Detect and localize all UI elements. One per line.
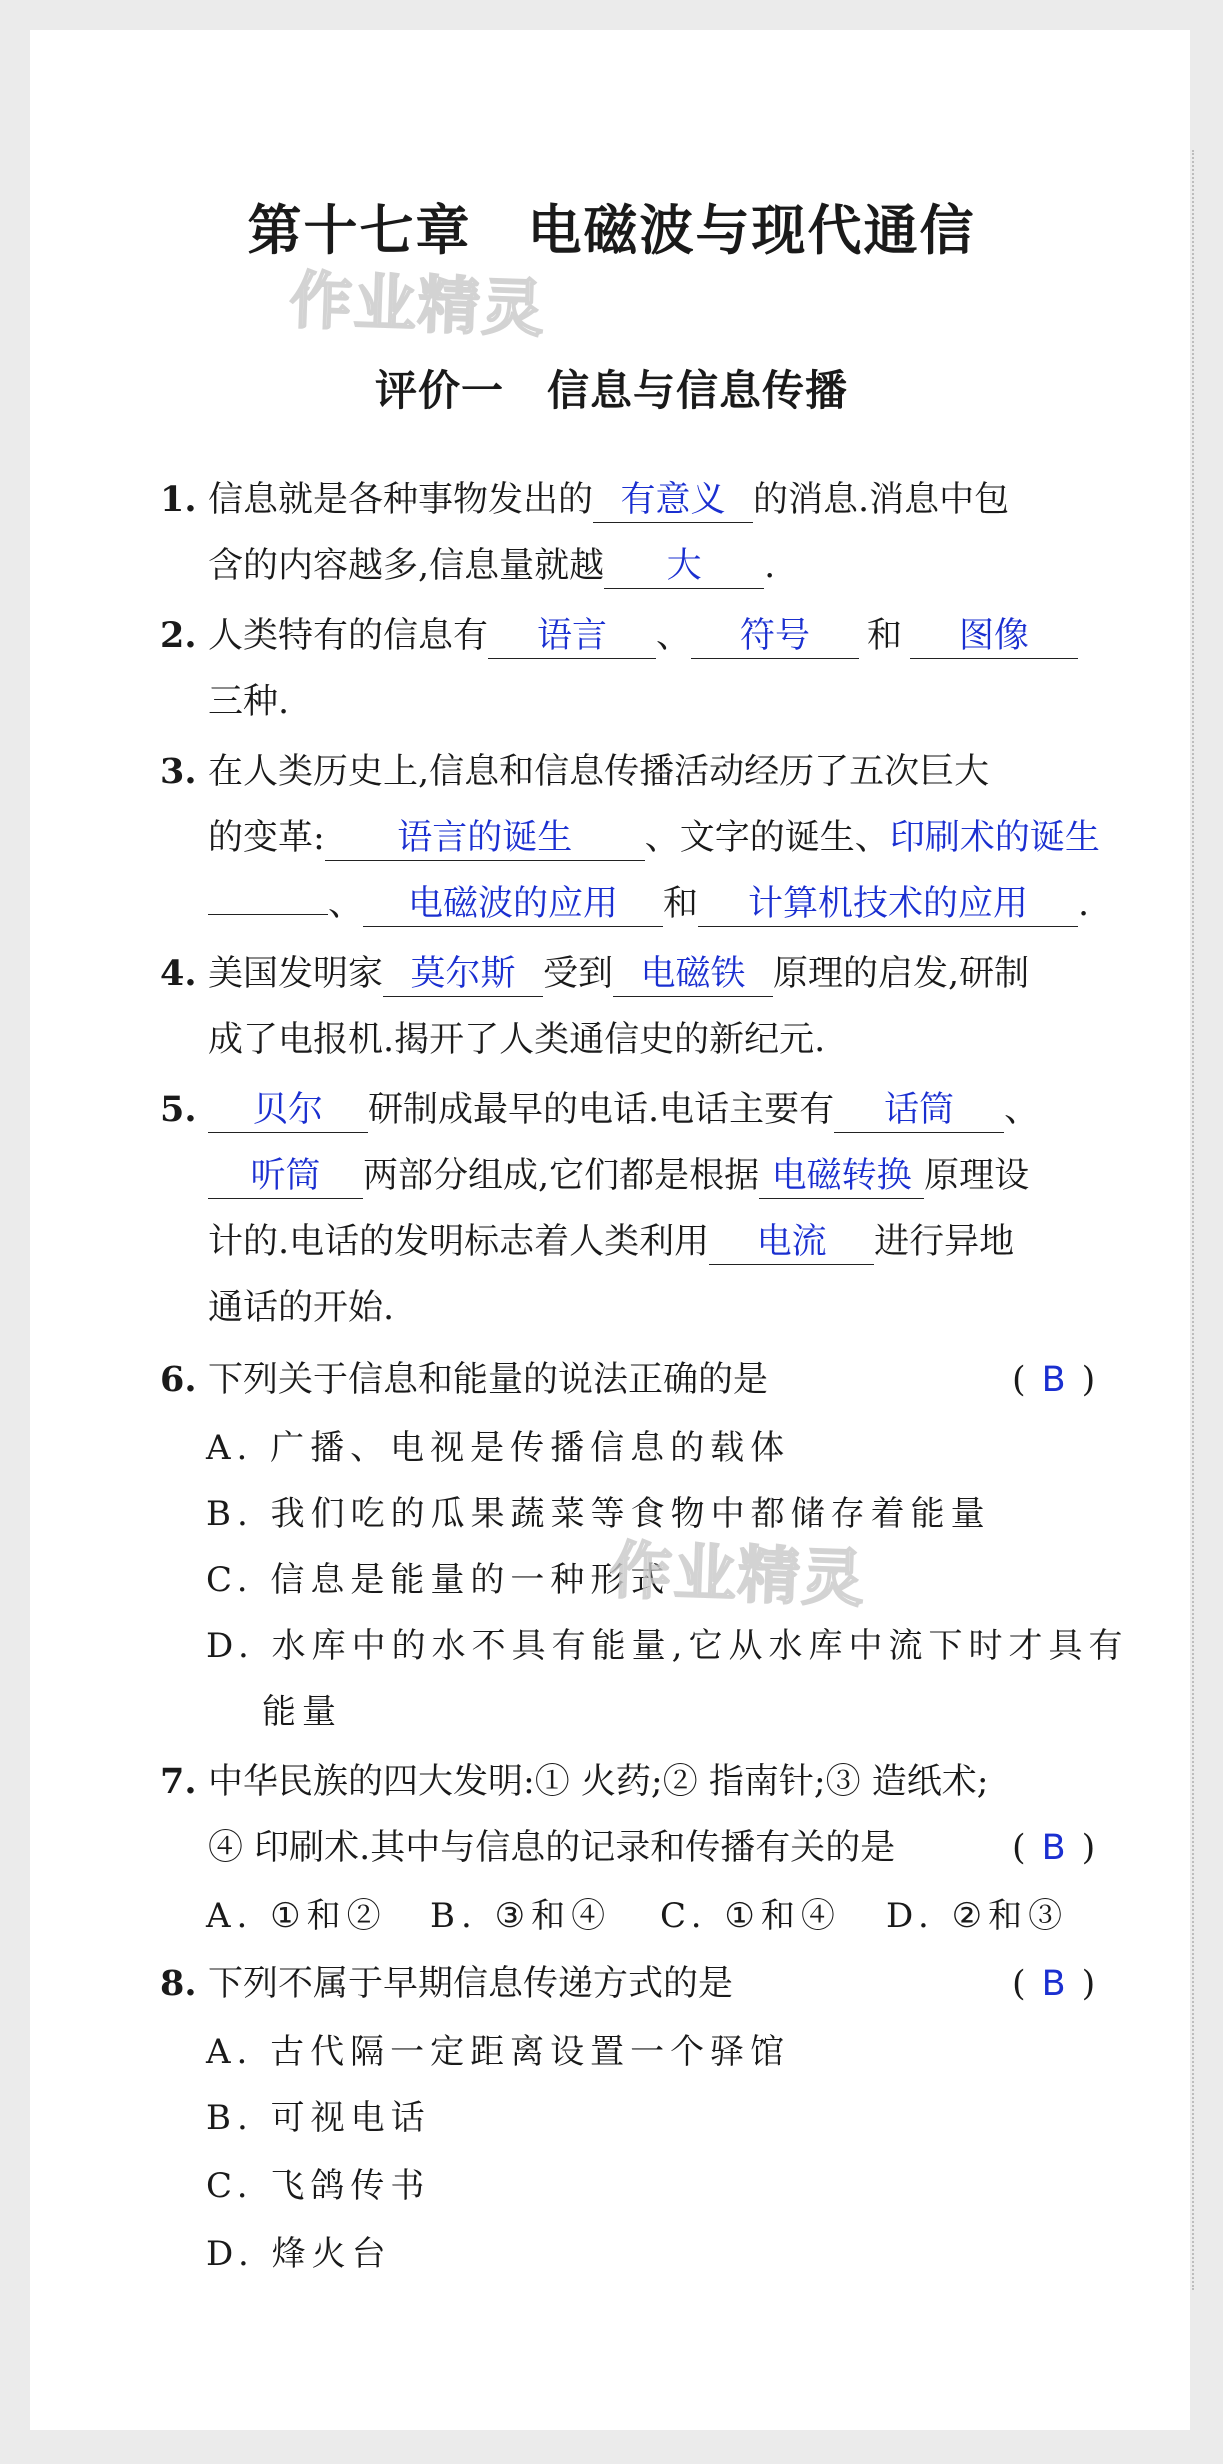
- binding-edge-line: [1192, 150, 1194, 2290]
- q6-option-d-cont: 能量: [262, 1692, 342, 1732]
- q3-sep: 、: [328, 884, 364, 924]
- q3-line3: [208, 880, 1089, 928]
- q5-text: 研制成最早的电话.电话主要有: [368, 1090, 835, 1130]
- q5-blank-4[interactable]: 电磁转换: [759, 1154, 924, 1199]
- q5-blank-1[interactable]: 贝尔: [208, 1088, 368, 1133]
- q7-answer-paren: [1012, 1824, 1095, 1872]
- q3-text: 、文字的诞生、: [644, 818, 890, 858]
- q8-option-d: D. 烽火台: [206, 2234, 392, 2274]
- q1-text: 的消息.消息中包: [753, 480, 1010, 520]
- q1-blank-2[interactable]: 大: [604, 544, 764, 589]
- q2-sep: 和: [867, 616, 903, 656]
- q5-text: 原理设: [924, 1156, 1030, 1196]
- q3-blank-4[interactable]: 计算机技术的应用: [698, 882, 1078, 927]
- q3-line2: [208, 814, 1100, 862]
- q1-text: 含的内容越多,信息量就越: [208, 546, 605, 586]
- q2-sep: 、: [656, 616, 692, 656]
- q1-text: .: [764, 546, 776, 586]
- q5-text: 两部分组成,它们都是根据: [363, 1156, 760, 1196]
- q7-number: 7.: [160, 1761, 197, 1802]
- q6-option-c: C. 信息是能量的一种形式: [206, 1560, 671, 1600]
- q7-option-b: B. ③和④: [430, 1896, 612, 1936]
- q5-line1: [208, 1086, 1039, 1134]
- q1-blank-1[interactable]: 有意义: [593, 478, 753, 523]
- q5-line3: [208, 1218, 1014, 1266]
- paren-close: ): [1081, 1964, 1096, 2004]
- q2-line1: [208, 612, 1078, 660]
- q2-text: 人类特有的信息有: [208, 616, 489, 656]
- chapter-title: 第十七章 电磁波与现代通信: [247, 198, 976, 262]
- watermark-middle: 作业精灵: [608, 1533, 868, 1616]
- q3-blank-1[interactable]: 语言的诞生: [325, 816, 645, 861]
- q7-line2: ④ 印刷术.其中与信息的记录和传播有关的是: [208, 1828, 896, 1868]
- paren-open: (: [1012, 1964, 1026, 2004]
- q4-blank-2[interactable]: 电磁铁: [613, 952, 773, 997]
- q1-number: 1.: [160, 479, 197, 520]
- paren-close: ): [1081, 1360, 1096, 1400]
- q3-blank-2-cont[interactable]: [208, 914, 328, 915]
- q5-line4: 通话的开始.: [208, 1288, 395, 1328]
- q4-blank-1[interactable]: 莫尔斯: [383, 952, 543, 997]
- q5-blank-2[interactable]: 话筒: [834, 1088, 1004, 1133]
- q4-line2: 成了电报机.揭开了人类通信史的新纪元.: [208, 1020, 826, 1060]
- q2-blank-2[interactable]: 符号: [691, 614, 859, 659]
- q6-answer[interactable]: B: [1041, 1360, 1066, 1400]
- q7-line1: 中华民族的四大发明:① 火药;② 指南针;③ 造纸术;: [208, 1762, 989, 1802]
- q6-option-d: D. 水库中的水不具有能量,它从水库中流下时才具有: [206, 1626, 1129, 1666]
- q5-blank-5[interactable]: 电流: [709, 1220, 874, 1265]
- q6-option-a: A. 广播、电视是传播信息的载体: [206, 1428, 791, 1468]
- q8-answer[interactable]: B: [1041, 1964, 1066, 2004]
- q5-text: 计的.电话的发明标志着人类利用: [208, 1222, 710, 1262]
- q8-option-b: B. 可视电话: [206, 2098, 431, 2138]
- q6-number: 6.: [160, 1359, 197, 1400]
- q3-blank-2[interactable]: 印刷术的诞生: [889, 818, 1100, 858]
- q7-answer[interactable]: B: [1041, 1828, 1066, 1868]
- q4-text: 美国发明家: [208, 954, 384, 994]
- paren-open: (: [1012, 1360, 1026, 1400]
- q5-sep: 、: [1004, 1090, 1040, 1130]
- q3-and: 和: [663, 884, 699, 924]
- q8-answer-paren: [1012, 1960, 1095, 2008]
- q8-option-a: A. 古代隔一定距离设置一个驿馆: [206, 2032, 791, 2072]
- q4-number: 4.: [160, 953, 197, 994]
- paren-close: ): [1081, 1828, 1096, 1868]
- q3-text: 的变革:: [208, 818, 325, 858]
- q8-stem: 下列不属于早期信息传递方式的是: [208, 1964, 734, 2004]
- q5-text: 进行异地: [874, 1222, 1015, 1262]
- q3-blank-3[interactable]: 电磁波的应用: [363, 882, 663, 927]
- q1-line2: [208, 542, 775, 590]
- q4-text: 受到: [543, 954, 614, 994]
- q1-line1: [208, 476, 1009, 524]
- q3-number: 3.: [160, 751, 197, 792]
- q5-line2: [208, 1152, 1029, 1200]
- q8-option-c: C. 飞鸽传书: [206, 2166, 431, 2206]
- q8-number: 8.: [160, 1963, 197, 2004]
- q3-line1: 在人类历史上,信息和信息传播活动经历了五次巨大: [208, 752, 990, 792]
- paren-open: (: [1012, 1828, 1026, 1868]
- q7-option-a: A. ①和②: [206, 1896, 387, 1936]
- q6-answer-paren: [1012, 1356, 1095, 1404]
- q5-blank-3[interactable]: 听筒: [208, 1154, 363, 1199]
- q6-stem: 下列关于信息和能量的说法正确的是: [208, 1360, 769, 1400]
- q3-end: .: [1078, 884, 1090, 924]
- q2-blank-1[interactable]: 语言: [488, 614, 656, 659]
- q4-line1: [208, 950, 1029, 998]
- q2-line2: 三种.: [208, 682, 290, 722]
- q1-text: 信息就是各种事物发出的: [208, 480, 594, 520]
- watermark-top: 作业精灵: [288, 263, 548, 346]
- q7-option-d: D. ②和③: [886, 1896, 1069, 1936]
- q2-blank-3[interactable]: 图像: [910, 614, 1078, 659]
- section-title: 评价一 信息与信息传播: [374, 366, 848, 415]
- q6-option-b: B. 我们吃的瓜果蔬菜等食物中都储存着能量: [206, 1494, 991, 1534]
- q5-number: 5.: [160, 1089, 197, 1130]
- q7-option-c: C. ①和④: [660, 1896, 841, 1936]
- q4-text: 原理的启发,研制: [773, 954, 1030, 994]
- q2-number: 2.: [160, 615, 197, 656]
